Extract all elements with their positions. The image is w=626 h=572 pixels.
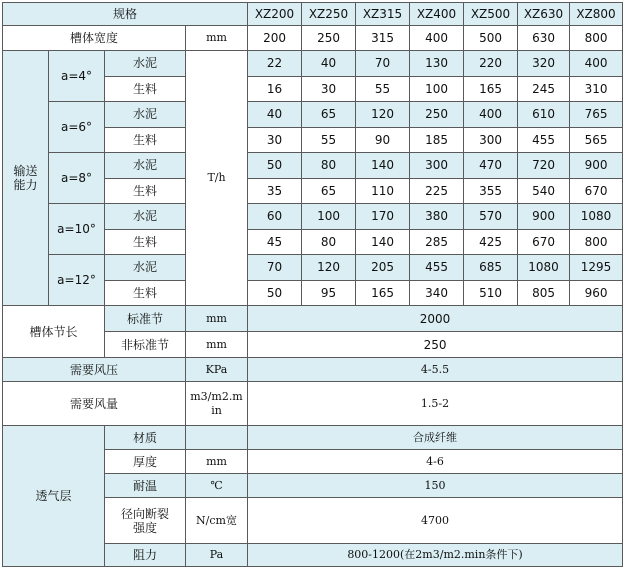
air-pressure-value-cell: 4-5.5 [248, 358, 623, 382]
permeable-name-cell: 厚度 [105, 450, 186, 474]
capacity-value-cell: 185 [410, 127, 464, 153]
model-header-cell: XZ500 [464, 3, 518, 26]
capacity-row [3, 51, 623, 77]
capacity-value-cell: 245 [518, 76, 570, 102]
angle-cell: a=4° [49, 51, 105, 102]
angle-cell: a=10° [49, 204, 105, 255]
capacity-value-cell: 1295 [570, 255, 623, 281]
capacity-value-cell: 55 [302, 127, 356, 153]
air-pressure-label-cell: 需要风压 [3, 358, 186, 382]
width-unit-cell: mm [186, 26, 248, 51]
air-volume-value-cell: 1.5-2 [248, 382, 623, 426]
capacity-value-cell: 95 [302, 280, 356, 306]
capacity-value-cell: 70 [248, 255, 302, 281]
material-cell: 生料 [105, 280, 186, 306]
capacity-value-cell: 205 [356, 255, 410, 281]
capacity-value-cell: 670 [570, 178, 623, 204]
permeable-unit-cell: ℃ [186, 474, 248, 498]
capacity-value-cell: 165 [356, 280, 410, 306]
model-header-cell: XZ315 [356, 3, 410, 26]
capacity-value-cell: 310 [570, 76, 623, 102]
capacity-value-cell: 960 [570, 280, 623, 306]
capacity-row [3, 204, 623, 230]
permeable-value-cell: 800-1200(在2m3/m2.min条件下) [248, 544, 623, 567]
capacity-value-cell: 765 [570, 102, 623, 128]
model-header-cell: XZ200 [248, 3, 302, 26]
capacity-value-cell: 110 [356, 178, 410, 204]
capacity-value-cell: 455 [410, 255, 464, 281]
capacity-value-cell: 380 [410, 204, 464, 230]
capacity-value-cell: 300 [464, 127, 518, 153]
capacity-value-cell: 120 [356, 102, 410, 128]
spec-header-cell: 规格 [3, 3, 248, 26]
air-volume-row [3, 382, 623, 426]
capacity-value-cell: 165 [464, 76, 518, 102]
capacity-value-cell: 900 [518, 204, 570, 230]
capacity-value-cell: 510 [464, 280, 518, 306]
capacity-row [3, 255, 623, 281]
section-unit-cell: mm [186, 306, 248, 332]
material-cell: 水泥 [105, 255, 186, 281]
capacity-value-cell: 140 [356, 229, 410, 255]
capacity-value-cell: 22 [248, 51, 302, 77]
material-cell: 水泥 [105, 204, 186, 230]
model-header-cell: XZ250 [302, 3, 356, 26]
capacity-value-cell: 320 [518, 51, 570, 77]
air-pressure-row [3, 358, 623, 382]
permeable-name-cell: 耐温 [105, 474, 186, 498]
angle-cell: a=8° [49, 153, 105, 204]
width-value-cell: 630 [518, 26, 570, 51]
model-header-cell: XZ630 [518, 3, 570, 26]
capacity-value-cell: 285 [410, 229, 464, 255]
capacity-value-cell: 800 [570, 229, 623, 255]
capacity-value-cell: 540 [518, 178, 570, 204]
capacity-value-cell: 670 [518, 229, 570, 255]
capacity-value-cell: 16 [248, 76, 302, 102]
capacity-value-cell: 220 [464, 51, 518, 77]
capacity-value-cell: 685 [464, 255, 518, 281]
capacity-row [3, 102, 623, 128]
capacity-value-cell: 70 [356, 51, 410, 77]
permeable-value-cell: 4700 [248, 498, 623, 544]
capacity-value-cell: 100 [410, 76, 464, 102]
material-cell: 水泥 [105, 51, 186, 77]
permeable-name-cell: 材质 [105, 426, 186, 450]
capacity-value-cell: 30 [248, 127, 302, 153]
capacity-value-cell: 30 [302, 76, 356, 102]
material-cell: 生料 [105, 127, 186, 153]
capacity-value-cell: 570 [464, 204, 518, 230]
capacity-value-cell: 65 [302, 102, 356, 128]
section-name-cell: 标准节 [105, 306, 186, 332]
header-row [3, 3, 623, 26]
capacity-value-cell: 55 [356, 76, 410, 102]
air-volume-unit-cell: m3/m2.m in [186, 382, 248, 426]
capacity-value-cell: 355 [464, 178, 518, 204]
width-row [3, 26, 623, 51]
capacity-value-cell: 60 [248, 204, 302, 230]
capacity-value-cell: 40 [302, 51, 356, 77]
spec-table [2, 2, 623, 567]
permeable-row [3, 426, 623, 450]
capacity-value-cell: 720 [518, 153, 570, 179]
capacity-value-cell: 100 [302, 204, 356, 230]
capacity-value-cell: 80 [302, 229, 356, 255]
capacity-value-cell: 400 [570, 51, 623, 77]
capacity-value-cell: 610 [518, 102, 570, 128]
section-name-cell: 非标准节 [105, 332, 186, 358]
capacity-value-cell: 455 [518, 127, 570, 153]
capacity-value-cell: 120 [302, 255, 356, 281]
width-value-cell: 400 [410, 26, 464, 51]
capacity-value-cell: 340 [410, 280, 464, 306]
width-label-cell: 槽体宽度 [3, 26, 186, 51]
capacity-value-cell: 1080 [518, 255, 570, 281]
capacity-value-cell: 425 [464, 229, 518, 255]
capacity-value-cell: 50 [248, 153, 302, 179]
material-cell: 生料 [105, 178, 186, 204]
section-unit-cell: mm [186, 332, 248, 358]
material-cell: 生料 [105, 76, 186, 102]
capacity-value-cell: 1080 [570, 204, 623, 230]
capacity-value-cell: 300 [410, 153, 464, 179]
capacity-row [3, 153, 623, 179]
width-value-cell: 800 [570, 26, 623, 51]
section-value-cell: 250 [248, 332, 623, 358]
capacity-unit-cell: T/h [186, 51, 248, 306]
capacity-value-cell: 45 [248, 229, 302, 255]
air-pressure-unit-cell: KPa [186, 358, 248, 382]
material-cell: 生料 [105, 229, 186, 255]
permeable-name-cell: 径向断裂 强度 [105, 498, 186, 544]
capacity-value-cell: 805 [518, 280, 570, 306]
capacity-value-cell: 140 [356, 153, 410, 179]
angle-cell: a=12° [49, 255, 105, 306]
section-length-label-cell: 槽体节长 [3, 306, 105, 358]
section-value-cell: 2000 [248, 306, 623, 332]
material-cell: 水泥 [105, 102, 186, 128]
width-value-cell: 315 [356, 26, 410, 51]
model-header-cell: XZ400 [410, 3, 464, 26]
permeable-value-cell: 4-6 [248, 450, 623, 474]
capacity-label-cell: 输送 能力 [3, 51, 49, 306]
capacity-value-cell: 225 [410, 178, 464, 204]
capacity-value-cell: 400 [464, 102, 518, 128]
air-volume-label-cell: 需要风量 [3, 382, 186, 426]
capacity-value-cell: 900 [570, 153, 623, 179]
permeable-value-cell: 合成纤维 [248, 426, 623, 450]
capacity-value-cell: 80 [302, 153, 356, 179]
capacity-value-cell: 250 [410, 102, 464, 128]
capacity-value-cell: 170 [356, 204, 410, 230]
width-value-cell: 200 [248, 26, 302, 51]
permeable-label-cell: 透气层 [3, 426, 105, 567]
permeable-unit-cell: mm [186, 450, 248, 474]
capacity-value-cell: 35 [248, 178, 302, 204]
model-header-cell: XZ800 [570, 3, 623, 26]
width-value-cell: 250 [302, 26, 356, 51]
material-cell: 水泥 [105, 153, 186, 179]
capacity-value-cell: 565 [570, 127, 623, 153]
permeable-unit-cell: N/cm宽 [186, 498, 248, 544]
section-length-row [3, 306, 623, 332]
permeable-unit-cell: Pa [186, 544, 248, 567]
angle-cell: a=6° [49, 102, 105, 153]
capacity-value-cell: 90 [356, 127, 410, 153]
permeable-value-cell: 150 [248, 474, 623, 498]
capacity-value-cell: 40 [248, 102, 302, 128]
capacity-value-cell: 50 [248, 280, 302, 306]
permeable-unit-cell [186, 426, 248, 450]
capacity-value-cell: 470 [464, 153, 518, 179]
capacity-value-cell: 130 [410, 51, 464, 77]
permeable-name-cell: 阻力 [105, 544, 186, 567]
width-value-cell: 500 [464, 26, 518, 51]
capacity-value-cell: 65 [302, 178, 356, 204]
